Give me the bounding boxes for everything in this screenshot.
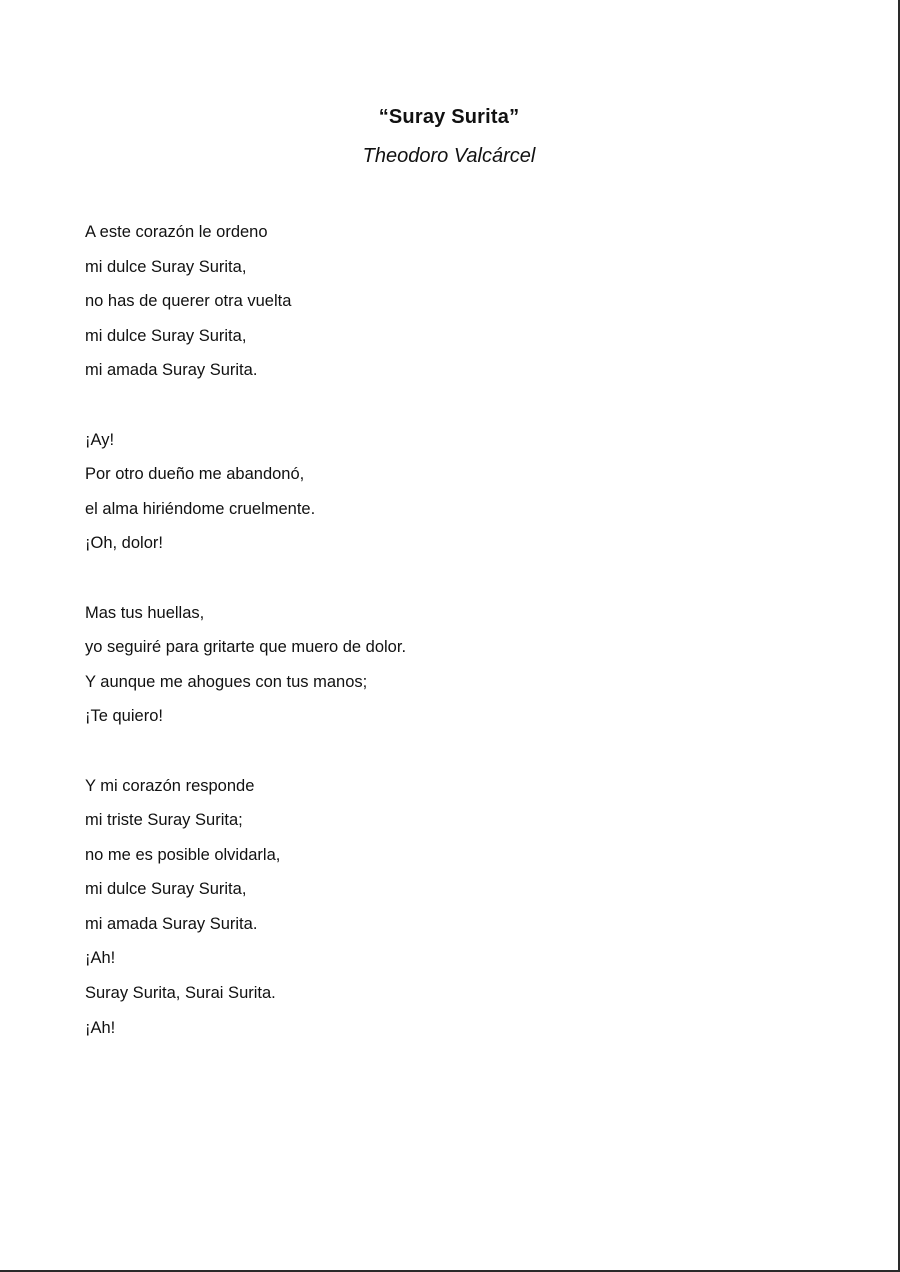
poem-line: Y mi corazón responde xyxy=(85,776,255,795)
stanza-4 xyxy=(85,769,785,1046)
poem-line: ¡Ah! xyxy=(85,1018,116,1037)
poem-line: Y aunque me ahogues con tus manos; xyxy=(85,672,368,691)
stanza-3 xyxy=(85,596,785,734)
poem-line: ¡Ay! xyxy=(85,430,115,449)
poem-line: no has de querer otra vuelta xyxy=(85,292,292,311)
poem-line: Mas tus huellas, xyxy=(85,603,205,622)
poem-title: “Suray Surita” xyxy=(378,106,520,128)
poem-line: mi amada Suray Surita. xyxy=(85,914,258,933)
stanza-2 xyxy=(85,423,785,561)
poem-line: mi dulce Suray Surita, xyxy=(85,326,247,345)
poem-body xyxy=(85,215,785,1080)
poem-line: mi triste Suray Surita; xyxy=(85,811,243,830)
poem-line: Por otro dueño me abandonó, xyxy=(85,465,305,484)
poem-line: Suray Surita, Surai Surita. xyxy=(85,984,276,1003)
poem-line: no me es posible olvidarla, xyxy=(85,845,281,864)
poem-line: yo seguiré para gritarte que muero de dolor. xyxy=(85,638,407,657)
poem-line: ¡Ah! xyxy=(85,949,116,968)
poem-author: Theodoro Valcárcel xyxy=(362,145,536,167)
poem-line: el alma hiriéndome cruelmente. xyxy=(85,499,316,518)
poem-line: mi dulce Suray Surita, xyxy=(85,880,247,899)
poem-line: mi dulce Suray Surita, xyxy=(85,257,247,276)
poem-line: ¡Oh, dolor! xyxy=(85,534,163,553)
poem-line: ¡Te quiero! xyxy=(85,707,163,726)
stanza-1 xyxy=(85,215,785,388)
poem-line: A este corazón le ordeno xyxy=(85,223,268,241)
poem-line: mi amada Suray Surita. xyxy=(85,361,258,380)
